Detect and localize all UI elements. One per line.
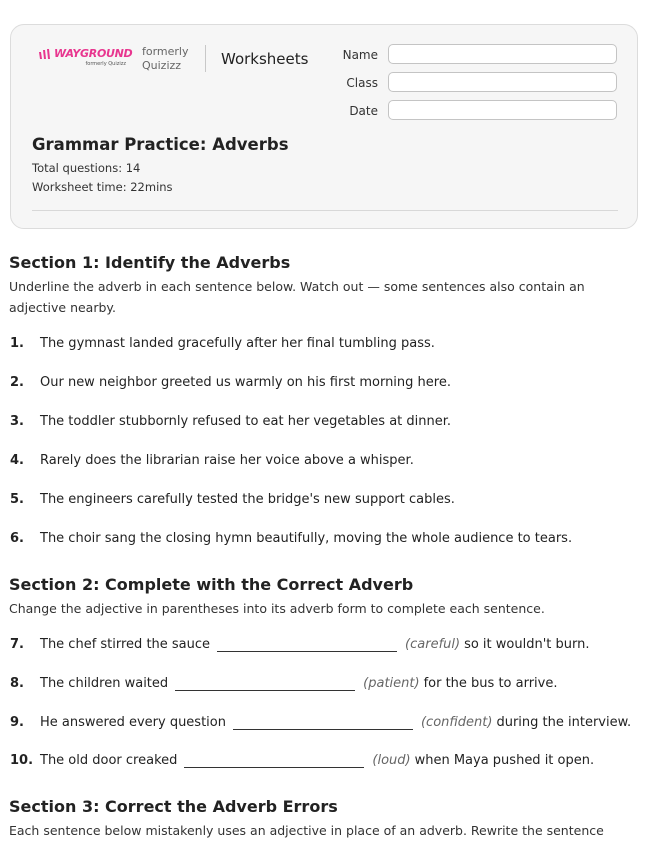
question-text: The choir sang the closing hymn beautifully, moving the whole audience to tears. — [40, 531, 573, 546]
question-number: 3. — [10, 414, 24, 429]
adjective-hint: (confident) — [420, 715, 493, 730]
worksheet-title: Grammar Practice: Adverbs — [32, 135, 289, 154]
worksheet-time: Worksheet time: 22mins — [32, 180, 173, 194]
question-text: The engineers carefully tested the bridge's new support cables. — [40, 492, 455, 507]
sentence-end: when Maya pushed it open. — [414, 753, 595, 768]
total-questions: Total questions: 14 — [32, 161, 141, 175]
answer-blank[interactable] — [184, 754, 364, 768]
adjective-hint: (patient) — [363, 676, 420, 691]
adjective-hint: (loud) — [372, 753, 411, 768]
formerly-line1: formerly — [142, 45, 189, 58]
sentence-start: He answered every question — [40, 715, 226, 730]
question-text: The gymnast landed gracefully after her final tumbling pass. — [40, 336, 435, 351]
wayground-mark-icon — [38, 49, 52, 59]
section2-title: Section 2: Complete with the Correct Adverb — [9, 575, 414, 594]
name-label: Name — [342, 48, 378, 62]
section1-title: Section 1: Identify the Adverbs — [9, 253, 291, 272]
header-divider — [205, 45, 206, 72]
answer-blank[interactable] — [233, 716, 413, 730]
question-text: Our new neighbor greeted us warmly on his first morning here. — [40, 375, 451, 390]
sentence-start: The old door creaked — [40, 753, 178, 768]
formerly-line2: Quizizz — [142, 59, 182, 72]
section2-description: Change the adjective in parentheses into its adverb form to complete each sentence. — [9, 601, 545, 616]
sentence-end: during the interview. — [496, 715, 632, 730]
answer-blank[interactable] — [217, 638, 397, 652]
question-number: 8. — [10, 676, 24, 691]
wayground-logo — [38, 47, 138, 67]
adjective-hint: (careful) — [405, 637, 461, 652]
sentence-end: so it wouldn't burn. — [464, 637, 590, 652]
section3-title: Section 3: Correct the Adverb Errors — [9, 797, 338, 816]
question-number: 1. — [10, 336, 24, 351]
question-number: 6. — [10, 531, 24, 546]
header-rule — [32, 210, 618, 211]
question-text: Rarely does the librarian raise her voice above a whisper. — [40, 453, 414, 468]
worksheets-label: Worksheets — [221, 50, 309, 68]
question-number: 9. — [10, 715, 24, 730]
sentence-start: The chef stirred the sauce — [40, 637, 211, 652]
question-number: 4. — [10, 453, 24, 468]
worksheet-header-card — [10, 24, 638, 229]
question-number: 5. — [10, 492, 24, 507]
class-label: Class — [346, 76, 378, 90]
section3-description: Each sentence below mistakenly uses an adjective in place of an adverb. Rewrite the sentence — [9, 823, 604, 838]
name-field[interactable] — [388, 44, 617, 64]
sentence-start: The children waited — [40, 676, 169, 691]
question-number: 2. — [10, 375, 24, 390]
sentence-end: for the bus to arrive. — [423, 676, 558, 691]
answer-blank[interactable] — [175, 677, 355, 691]
formerly-quizizz-note — [142, 45, 189, 73]
date-label: Date — [349, 104, 378, 118]
logo-brand-text: WAYGROUND — [54, 47, 133, 60]
question-text: The toddler stubbornly refused to eat her vegetables at dinner. — [40, 414, 452, 429]
class-field[interactable] — [388, 72, 617, 92]
logo-tagline: formerly Quizizz — [85, 61, 126, 67]
question-number: 7. — [10, 637, 24, 652]
date-field[interactable] — [388, 100, 617, 120]
section1-description: Underline the adverb in each sentence below. Watch out — some sentences also contain an adjective nearby. — [9, 279, 585, 315]
question-number: 10. — [10, 753, 34, 768]
